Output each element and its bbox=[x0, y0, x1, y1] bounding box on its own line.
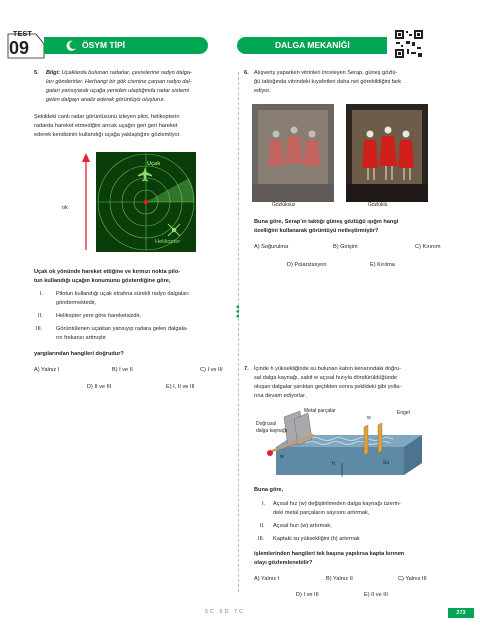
q7-item2-line1: Açısal hızı (w) artırmak, bbox=[273, 523, 332, 529]
q7-stem: Buna göre, bbox=[254, 487, 284, 493]
q7-question-line1: işlemlerinden hangileri tek başına yapılırsa kapta kırınım bbox=[254, 551, 405, 557]
q5-option-c[interactable]: C) I ve III bbox=[200, 367, 223, 373]
q7-option-c[interactable]: C) Yalnız III bbox=[398, 576, 427, 582]
fig-w-label: w bbox=[280, 454, 284, 460]
q5-option-d[interactable]: D) II ve III bbox=[87, 384, 112, 390]
fig-h-label: h bbox=[332, 461, 335, 467]
q7-question-line2: olayı gözlemlenebilir? bbox=[254, 560, 313, 566]
q5-intro bbox=[46, 69, 231, 77]
q5-item3-num: III. bbox=[36, 326, 43, 332]
q7-intro-line2: sal dalga kaynağı, sabit w açısal hızıyla döndürüldüğünde bbox=[254, 375, 398, 381]
header-left-title: ÖSYM TİPİ bbox=[82, 40, 125, 50]
header-left-banner bbox=[44, 37, 208, 54]
q5-intro-line1: Uçaklarda bulunan radarlar, çevrelerine radyo dalga- bbox=[61, 70, 192, 76]
q5-option-a[interactable]: A) Yalnız I bbox=[34, 367, 60, 373]
fig-dogrusal-line2: dalga kaynağı bbox=[256, 428, 288, 434]
q5-body-line1: Şekildeki canlı radar görüntüsünü izleyen pilot, helikopterin bbox=[34, 114, 180, 120]
q6-stem-line2: özelliğini kullanarak görüntüyü netleştirmiştir? bbox=[254, 228, 379, 234]
q6-intro-line2: ğü taktığında vitrindeki kıyafetleri daha net görebildiğini fark bbox=[254, 79, 402, 85]
q7-item1-line2: deki metal parçaların sayısını artırmak, bbox=[273, 510, 370, 516]
q7-option-a[interactable]: A) Yalnız I bbox=[254, 576, 280, 582]
q6-intro-line3: ediyor. bbox=[254, 88, 271, 94]
q7-item1-line1: Açısal hız (w) değiştirilmeden dalga kaynağı üzerin- bbox=[273, 501, 401, 507]
q5-body-line3: ederek kendisinin kullandığı uçağa yaklaştığını gözlemliyor. bbox=[34, 132, 181, 138]
q7-item3-line1: Kaptaki su yüksekliğini (h) artırmak bbox=[273, 536, 360, 542]
q5-intro-line2: ları gönderirler. Herhangi bir gök cismine çarpan radyo dal- bbox=[46, 79, 192, 85]
q5-item1-num: I. bbox=[40, 291, 44, 297]
column-divider bbox=[238, 72, 239, 592]
q6-stem-line1: Buna göre, Serap'ın taktığı güneş gözlüğü ışığın hangi bbox=[254, 219, 399, 225]
q7-option-e[interactable]: E) II ve III bbox=[364, 592, 388, 598]
answer-marks: 5C 6D 7C bbox=[205, 609, 246, 615]
q6-option-e[interactable]: E) Kırılma bbox=[370, 262, 395, 268]
caption-gozluksuz: Gözlüksüz bbox=[272, 202, 296, 208]
test-number: 09 bbox=[9, 38, 30, 58]
q5-option-e[interactable]: E) I, II ve III bbox=[166, 384, 195, 390]
q5-item1-line2: göndermektedir, bbox=[56, 300, 97, 306]
header-right-banner bbox=[237, 37, 387, 54]
fig-engel-label: Engel bbox=[397, 410, 410, 416]
rotation-knob bbox=[267, 450, 273, 456]
q7-option-d[interactable]: D) I ve III bbox=[296, 592, 319, 598]
q5-intro-line3: gaları yansıyarak uçağa yeniden ulaştığında radar sistemi bbox=[46, 88, 190, 94]
q5-stem-line2: tun kullandığı uçağın konumunu gösterdiğine göre, bbox=[34, 278, 171, 284]
caption-gozluklu: Gözlüklü bbox=[368, 202, 388, 208]
fig-helikopter-label: Helikopter bbox=[155, 239, 181, 245]
q5-item3-line2: rın frekansı artmıştır bbox=[56, 335, 107, 341]
q5-option-b[interactable]: B) I ve II bbox=[112, 367, 133, 373]
q5-item2-num: II. bbox=[38, 313, 43, 319]
q7-intro-line1: İçinde h yüksekliğinde su bulunan kabın kenarındaki doğru- bbox=[254, 366, 402, 372]
test-label: TEST bbox=[13, 31, 33, 38]
fig-ucak-label: Uçak bbox=[147, 161, 161, 167]
q5-stem-line1: Uçak ok yönünde hareket ettiğine ve kırmızı nokta pilo- bbox=[34, 269, 181, 275]
header-right-title: DALGA MEKANİĞİ bbox=[275, 40, 350, 50]
fig-w-top-label: w bbox=[367, 415, 371, 421]
fig-metal-label: Metal parçalar bbox=[304, 408, 336, 414]
q5-bilgi-label: Bilgi: bbox=[46, 70, 60, 76]
qr-code-icon[interactable] bbox=[394, 29, 424, 59]
moon-icon bbox=[66, 40, 77, 51]
q5-body-line2: radarda hareket etmediğini ancak uçağın geri geri hareket bbox=[34, 123, 178, 129]
q5-item1-line1: Pilotun kullandığı uçak etrafına sürekli radyo dalgaları bbox=[56, 291, 189, 297]
q7-intro-line4: rına devam ediyorlar. bbox=[254, 393, 307, 399]
q5-intro-line4: gelen dalgayı analiz ederek görüntüyü oluşturur. bbox=[46, 97, 166, 103]
q7-item2-num: II. bbox=[260, 523, 265, 529]
shop-window-photo-left bbox=[252, 104, 334, 202]
shop-window-photo-right bbox=[346, 104, 428, 202]
q7-item1-num: I. bbox=[262, 501, 266, 507]
q6-intro-line1: Alışveriş yaparken vitrinleri inceleyen Serap, güneş gözlü- bbox=[254, 70, 398, 76]
q7-option-b[interactable]: B) Yalnız II bbox=[326, 576, 353, 582]
q6-option-d[interactable]: D) Polarizasyon bbox=[287, 262, 327, 268]
q5-number: 5. bbox=[34, 70, 39, 76]
q5-question: yargılarından hangileri doğrudur? bbox=[34, 351, 124, 357]
q6-number: 6. bbox=[244, 70, 249, 76]
side-tag-icon: ◆ ◆ ◆ bbox=[235, 305, 240, 318]
direction-arrow-head bbox=[82, 153, 90, 162]
q5-item3-line1: Görüntülenen uçaktan yansıyıp radara gelen dalgala- bbox=[56, 326, 188, 332]
q7-number: 7. bbox=[244, 366, 249, 372]
fig-su-label: Su bbox=[383, 460, 390, 466]
q6-option-a[interactable]: A) Soğurulma bbox=[254, 244, 289, 250]
q5-item2-line1: Helikopter yere göre hareketsizdir, bbox=[56, 313, 141, 319]
fig-ok-label: ok bbox=[62, 205, 68, 211]
fig-dogrusal-line1: Doğrusal bbox=[256, 421, 277, 427]
own-plane-dot bbox=[144, 200, 148, 204]
page-number: 273 bbox=[448, 608, 474, 618]
q6-option-c[interactable]: C) Kırınım bbox=[415, 244, 441, 250]
q6-option-b[interactable]: B) Girişim bbox=[333, 244, 358, 250]
q7-item3-num: III. bbox=[258, 536, 265, 542]
q7-intro-line3: oluşan dalgalar yarıktan geçtikten sonra şekildeki gibi yolla- bbox=[254, 384, 402, 390]
